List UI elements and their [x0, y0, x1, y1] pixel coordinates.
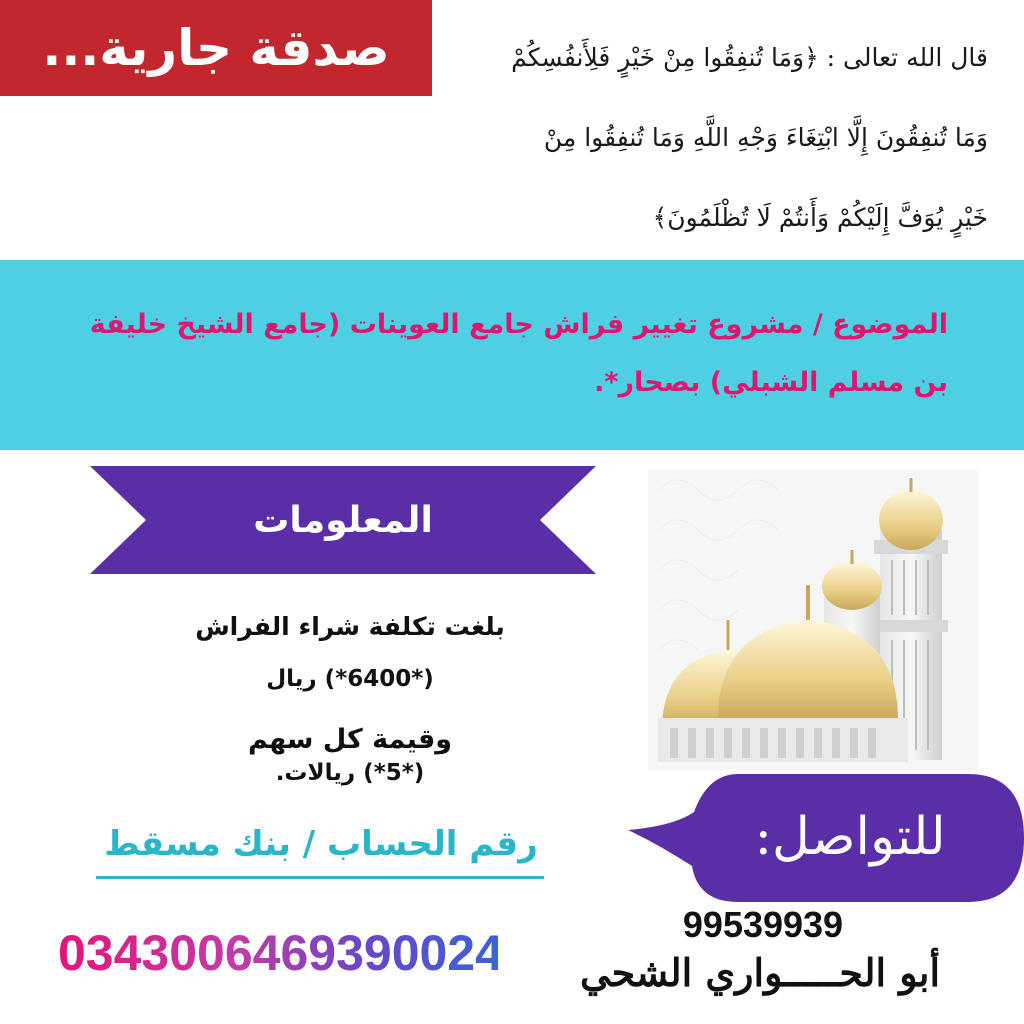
- quran-verse: [448, 18, 988, 258]
- share-value: (*5*) ريالات.: [275, 760, 425, 786]
- verse-line-2: وَمَا تُنفِقُونَ إِلَّا ابْتِغَاءَ وَجْهِ اللَّهِ وَمَا تُنفِقُوا مِنْ: [543, 123, 988, 152]
- account-number: 0343006469390024: [58, 925, 503, 981]
- verse-line-1: قال الله تعالى : ﴿وَمَا تُنفِقُوا مِنْ خَيْرٍ فَلِأَنفُسِكُمْ: [511, 43, 988, 72]
- cost-value: (*6400*) ريال: [266, 666, 434, 692]
- info-ribbon-label: المعلومات: [253, 499, 433, 541]
- subject-text: الموضوع / مشروع تغيير فراش جامع العوينات (جامع الشيخ خليفة بن مسلم الشبلي) بصحار*.: [89, 309, 948, 398]
- sadaqa-banner: [0, 0, 432, 96]
- share-label: وقيمة كل سهم: [247, 724, 453, 755]
- account-label: رقم الحساب / بنك مسقط: [104, 824, 538, 864]
- contact-label: للتواصل:: [754, 807, 946, 867]
- account-underline: [96, 876, 544, 879]
- contact-phone: 99539939: [682, 904, 844, 945]
- mosque-icon: [648, 470, 978, 770]
- banner-title: صدقة جارية...: [42, 19, 390, 77]
- verse-line-3: خَيْرٍ يُوَفَّ إِلَيْكُمْ وَأَنتُمْ لَا تُظْلَمُونَ﴾: [652, 203, 988, 232]
- contact-name: أبو الحـــــواري الشحي: [579, 950, 941, 995]
- cost-label: بلغت تكلفة شراء الفراش: [195, 612, 505, 641]
- subject-band: [0, 260, 1024, 450]
